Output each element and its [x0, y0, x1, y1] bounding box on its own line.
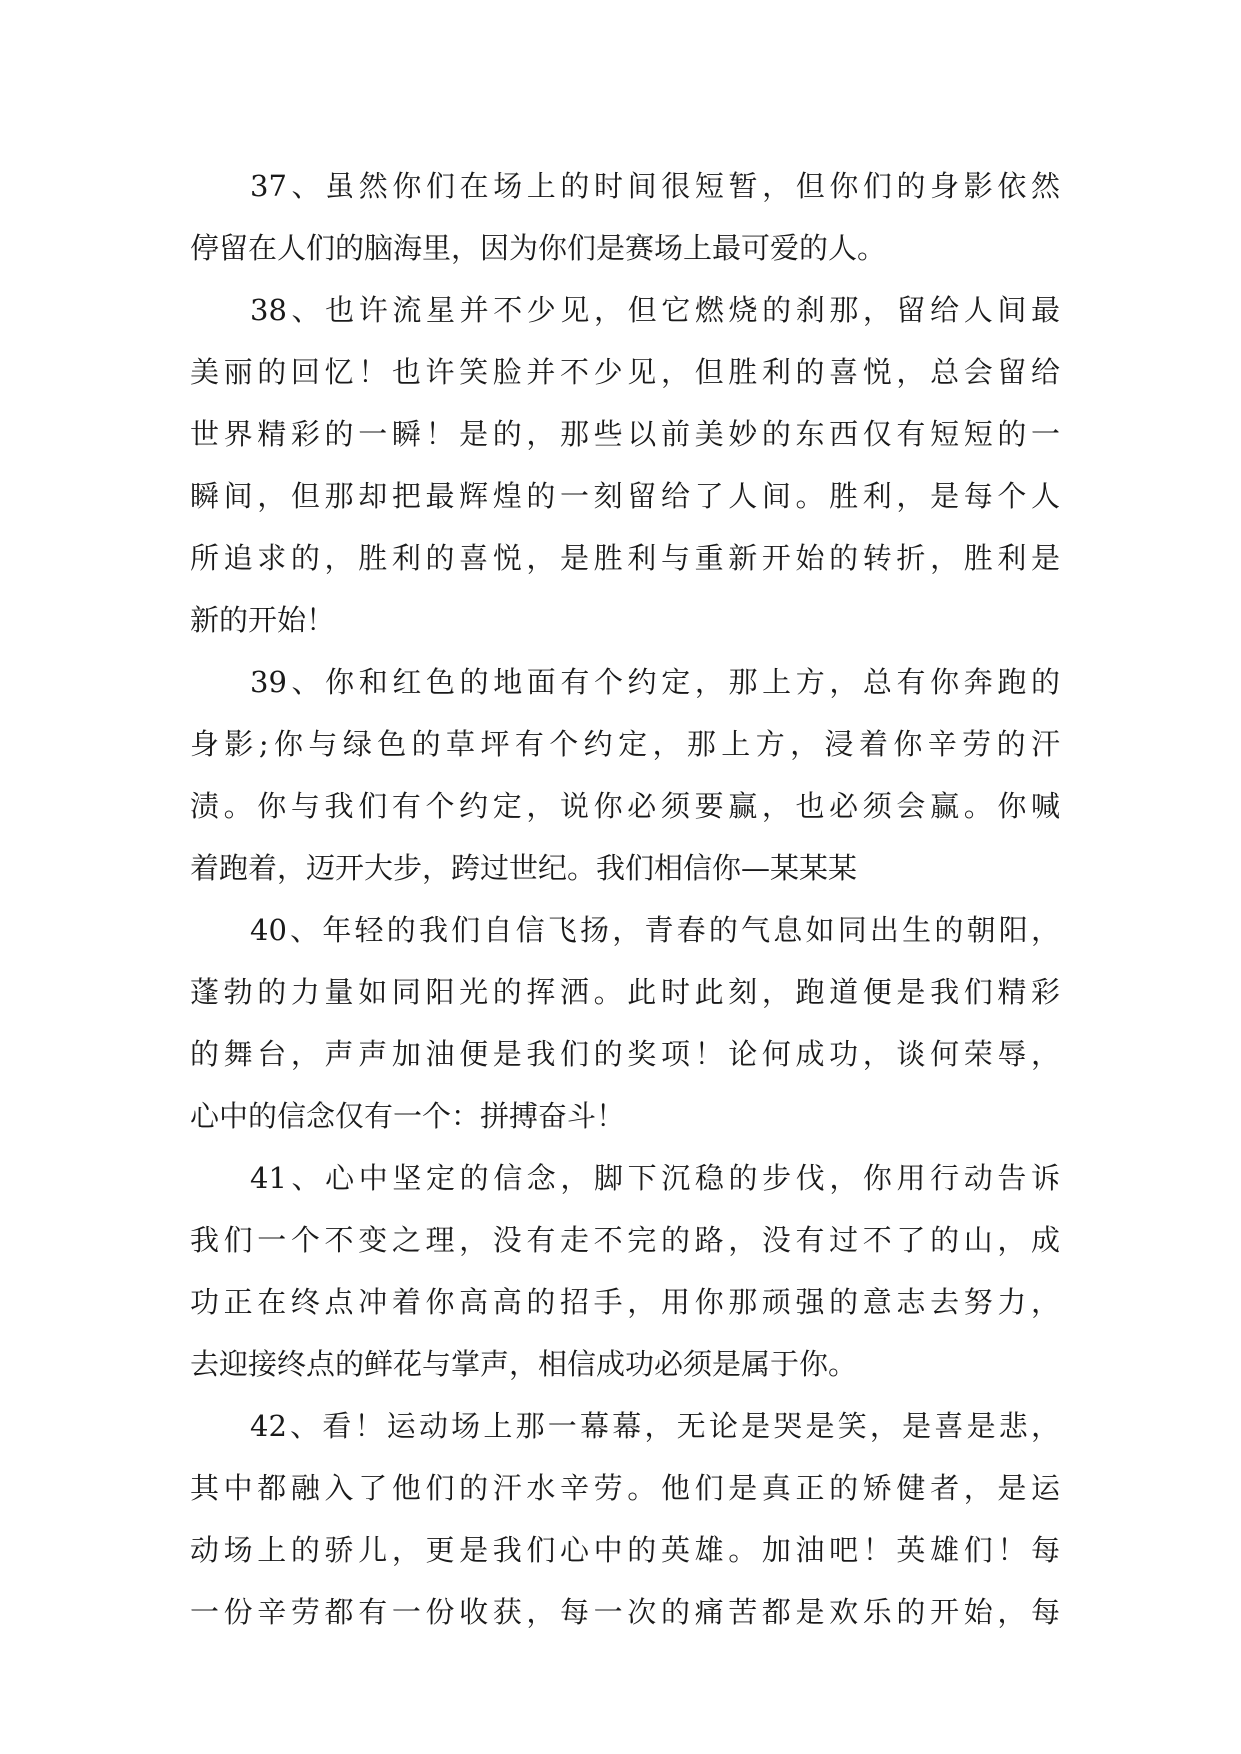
text-line: 其中都融入了他们的汗水辛劳。他们是真正的矫健者，是运	[190, 1471, 1060, 1505]
text-line: 停留在人们的脑海里，因为你们是赛场上最可爱的人。	[190, 231, 887, 265]
text-line: 的舞台，声声加油便是我们的奖项！论何成功，谈何荣辱，	[190, 1037, 1060, 1071]
paragraph-37	[190, 155, 1060, 279]
paragraph-39	[190, 651, 1060, 899]
text-line: 蓬勃的力量如同阳光的挥洒。此时此刻，跑道便是我们精彩	[190, 975, 1060, 1009]
text-line: 41、心中坚定的信念，脚下沉稳的步伐，你用行动告诉	[250, 1161, 1060, 1195]
text-line: 37、虽然你们在场上的时间很短暂，但你们的身影依然	[250, 169, 1060, 203]
text-line: 39、你和红色的地面有个约定，那上方，总有你奔跑的	[250, 665, 1060, 699]
text-line: 身影;你与绿色的草坪有个约定，那上方，浸着你辛劳的汗	[190, 727, 1060, 761]
text-line: 世界精彩的一瞬！是的，那些以前美妙的东西仅有短短的一	[190, 417, 1060, 451]
text-line: 瞬间，但那却把最辉煌的一刻留给了人间。胜利，是每个人	[190, 479, 1060, 513]
text-line: 一份辛劳都有一份收获，每一次的痛苦都是欢乐的开始，每	[190, 1595, 1060, 1629]
text-line: 渍。你与我们有个约定，说你必须要赢，也必须会赢。你喊	[190, 789, 1060, 823]
text-line: 所追求的，胜利的喜悦，是胜利与重新开始的转折，胜利是	[190, 541, 1060, 575]
text-line: 42、看！运动场上那一幕幕，无论是哭是笑，是喜是悲，	[250, 1409, 1060, 1443]
document-body	[190, 155, 1060, 1643]
paragraph-41	[190, 1147, 1060, 1395]
text-line: 心中的信念仅有一个：拼搏奋斗！	[190, 1099, 626, 1133]
text-line: 美丽的回忆！也许笑脸并不少见，但胜利的喜悦，总会留给	[190, 355, 1060, 389]
text-line: 着跑着，迈开大步，跨过世纪。我们相信你—某某某	[190, 851, 858, 885]
text-line: 功正在终点冲着你高高的招手，用你那顽强的意志去努力，	[190, 1285, 1060, 1319]
paragraph-40	[190, 899, 1060, 1147]
text-line: 40、年轻的我们自信飞扬，青春的气息如同出生的朝阳，	[250, 913, 1060, 947]
text-line: 我们一个不变之理，没有走不完的路，没有过不了的山，成	[190, 1223, 1060, 1257]
text-line: 新的开始！	[190, 603, 336, 637]
text-line: 动场上的骄儿，更是我们心中的英雄。加油吧！英雄们！每	[190, 1533, 1060, 1567]
text-line: 去迎接终点的鲜花与掌声，相信成功必须是属于你。	[190, 1347, 858, 1381]
text-line: 38、也许流星并不少见，但它燃烧的刹那，留给人间最	[250, 293, 1060, 327]
paragraph-42	[190, 1395, 1060, 1643]
paragraph-38	[190, 279, 1060, 651]
